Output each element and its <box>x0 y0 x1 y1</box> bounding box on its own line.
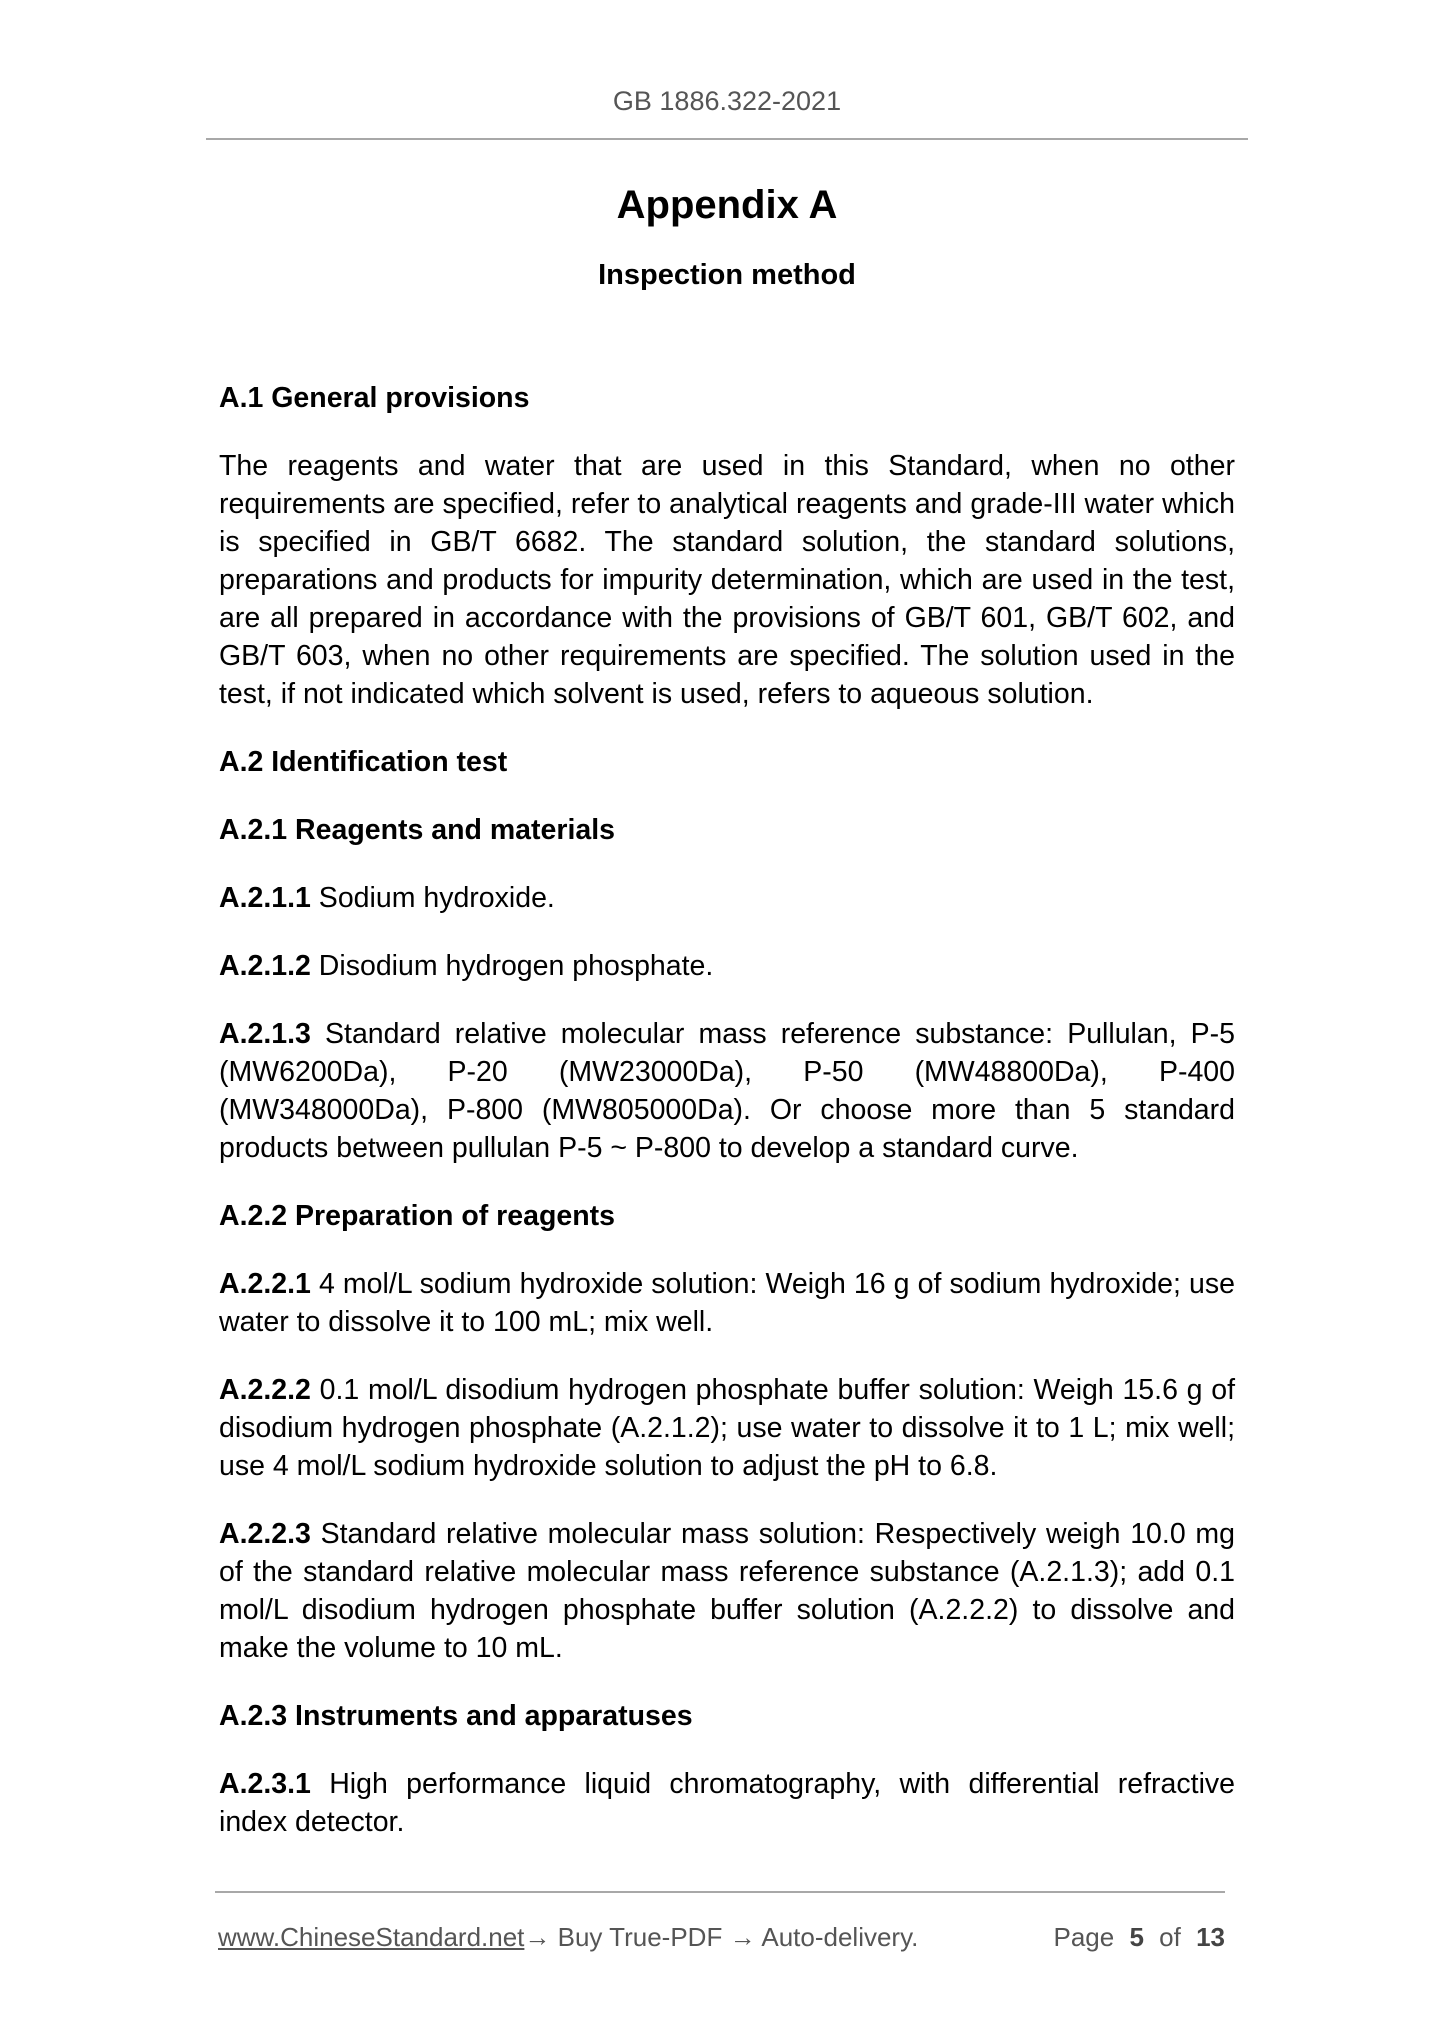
website-link[interactable]: www.ChineseStandard.net <box>218 1922 525 1952</box>
appendix-subtitle: Inspection method <box>598 259 856 291</box>
clause-number: A.2.2.3 <box>219 1518 311 1550</box>
clause-a222 <box>219 1371 1235 1485</box>
arrow-right-icon: → <box>729 1922 756 1952</box>
buy-text: Buy True-PDF <box>550 1922 730 1952</box>
page-current: 5 <box>1129 1922 1144 1952</box>
clause-a223 <box>219 1515 1235 1667</box>
clause-a221 <box>219 1265 1235 1341</box>
page-indicator <box>1045 1922 1225 1953</box>
clause-text: Sodium hydroxide. <box>310 882 555 914</box>
section-heading-a21: A.2.1 Reagents and materials <box>219 814 615 846</box>
clause-a211 <box>219 879 1235 917</box>
page-total: 13 <box>1196 1922 1225 1952</box>
section-body-a1: The reagents and water that are used in this Standard, when no other requirements are specified, refer to analytical reagents and grade-III water which is specified in GB/T 6682. The standard solution, the standard solutions, preparations and products for impurity determination, which are used in the test, are all prepared in accordance with the provisions of GB/T 601, GB/T 602, and GB/T 603, when no other requirements are specified. The solution used in the test, if not indicated which solvent is used, refers to aqueous solution. <box>219 450 1235 710</box>
section-heading-a1: A.1 General provisions <box>219 382 530 414</box>
footer-divider <box>215 1891 1225 1893</box>
clause-text: 0.1 mol/L disodium hydrogen phosphate buffer solution: Weigh 15.6 g of disodium hydrogen phosphate (A.2.1.2); use water to dissolve it to 1 L; mix well; use 4 mol/L sodium hydroxide solution to adjust the pH to 6.8. <box>219 1374 1235 1482</box>
document-id-header: GB 1886.322-2021 <box>612 86 842 116</box>
clause-number: A.2.1.1 <box>219 882 311 914</box>
section-heading-a23: A.2.3 Instruments and apparatuses <box>219 1700 693 1732</box>
clause-text: Standard relative molecular mass solution: Respectively weigh 10.0 mg of the standard relative molecular mass reference substance (A.2.1.3); add 0.1 mol/L disodium hydrogen phosphate buffer solution (A.2.2.2) to dissolve and make the volume to 10 mL. <box>219 1518 1235 1664</box>
section-heading-a2: A.2 Identification test <box>219 746 508 778</box>
footer-promo <box>218 1922 918 1953</box>
clause-text: 4 mol/L sodium hydroxide solution: Weigh 16 g of sodium hydroxide; use water to dissolve it to 100 mL; mix well. <box>219 1268 1235 1338</box>
clause-a231 <box>219 1765 1235 1841</box>
clause-number: A.2.3.1 <box>219 1768 311 1800</box>
clause-number: A.2.2.1 <box>219 1268 311 1300</box>
page-of: of <box>1159 1922 1181 1952</box>
clause-number: A.2.1.2 <box>219 950 311 982</box>
clause-a213 <box>219 1015 1235 1167</box>
clause-text: Standard relative molecular mass reference substance: Pullulan, P-5 (MW6200Da), P-20 (MW23000Da), P-50 (MW48800Da), P-400 (MW348000Da), P-800 (MW805000Da). Or choose more than 5 standard products between pullulan P-5 ~ P-800 to develop a standard curve. <box>219 1018 1235 1164</box>
clause-text: Disodium hydrogen phosphate. <box>310 950 714 982</box>
page-footer <box>218 1922 1225 1953</box>
delivery-text: Auto-delivery. <box>755 1922 919 1952</box>
clause-text: High performance liquid chromatography, with differential refractive index detector. <box>219 1768 1235 1838</box>
arrow-right-icon: → <box>524 1922 551 1952</box>
page-label: Page <box>1053 1922 1115 1952</box>
clause-number: A.2.2.2 <box>219 1374 311 1406</box>
header-divider <box>206 138 1248 140</box>
document-body <box>219 379 1235 1871</box>
appendix-title: Appendix A <box>616 183 838 227</box>
section-heading-a22: A.2.2 Preparation of reagents <box>219 1200 615 1232</box>
clause-a212 <box>219 947 1235 985</box>
clause-number: A.2.1.3 <box>219 1018 311 1050</box>
